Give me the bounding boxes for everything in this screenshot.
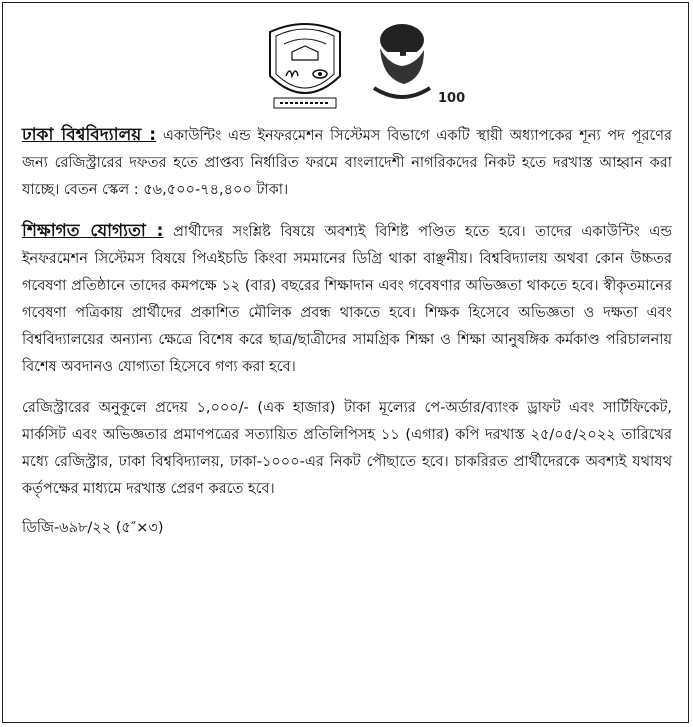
application-text: রেজিস্ট্রারের অনুকূলে প্রদেয় ১,০০০/- (এক হাজার) টাকা মূল্যের পে-অর্ডার/ব্যাংক ড্রাফট এবং সার্টিফিকেট, মার্কসিট এবং অভিজ্ঞতার প্রমাণপত্রের সত্যায়িত প্রতিলিপিসহ ১১ (এগার) কপি দরখাস্ত ২৫/০৫/২০২২ তারিখের মধ্যে রেজিস্ট্রার, ঢাকা বিশ্ববিদ্যালয়, ঢাকা-১০০০-এর নিকট পৌছাতে হবে। চাকরিরত প্রার্থীদেরকে অবশ্যই যথাযথ কর্তৃপক্ষের মাধ্যমে দরখাস্ত প্রেরণ করতে হবে। [22, 400, 672, 497]
intro-text: একাউন্টিং এন্ড ইনফরমেশন সিস্টেমস বিভাগে একটি স্থায়ী অধ্যাপকের শূন্য পদ পূরণের জন্য রেজিস্ট্রারের দফতর হতে প্রাপ্তব্য নির্ধারিত ফরমে বাংলাদেশী নাগরিকদের নিকট হতে দরখাস্ত আহ্বান করা যাচ্ছে। বেতন স্কেল : ৫৬,৫০০-৭৪,৪০০ টাকা। [22, 128, 672, 198]
reference-code: ডিজি-৬৯৮/২২ (৫″×৩) [22, 520, 164, 536]
paragraph-application [22, 395, 672, 503]
qualification-title: শিক্ষাগত যোগ্যতা : [22, 221, 164, 241]
mujib-centenary-logo-icon [352, 18, 472, 108]
qualification-text: প্রার্থীদের সংশ্লিষ্ট বিষয়ে অবশ্যই বিশিষ্ট পণ্ডিত হতে হবে। তাদের একাউন্টিং এন্ড ইনফরমেশন সিস্টেমস বিষয়ে পিএইচডি কিংবা সমমানের ডিগ্রি থাকা বাঞ্ছনীয়। বিশ্ববিদ্যালয় অথবা কোন উচ্চতর গবেষণা প্রতিষ্ঠানে তাদের কমপক্ষে ১২ (বার) বছরের শিক্ষাদান এবং গবেষণার অভিজ্ঞতা থাকতে হবে। স্বীকৃতমানের গবেষণা পত্রিকায় প্রার্থীদের প্রকাশিত মৌলিক প্রবন্ধ থাকতে হবে। শিক্ষক হিসেবে অভিজ্ঞতা ও দক্ষতা এবং বিশ্ববিদ্যালয়ের অন্যান্য ক্ষেত্রে বিশেষ করে ছাত্র/ছাত্রীদের সামগ্রিক শিক্ষা ও শিক্ষা আনুষঙ্গিক কর্মকাণ্ড পরিচালনায় বিশেষ অবদানও যোগ্যতা হিসেবে গণ্য করা হবে। [22, 224, 673, 375]
svg-text:100: 100 [438, 91, 466, 106]
advertisement-body [22, 122, 672, 541]
dhaka-university-seal-icon [262, 14, 348, 114]
paragraph-qualification [22, 218, 672, 381]
header [0, 14, 693, 114]
paragraph-intro [22, 122, 672, 204]
institution-title: ঢাকা বিশ্ববিদ্যালয় : [22, 125, 157, 145]
